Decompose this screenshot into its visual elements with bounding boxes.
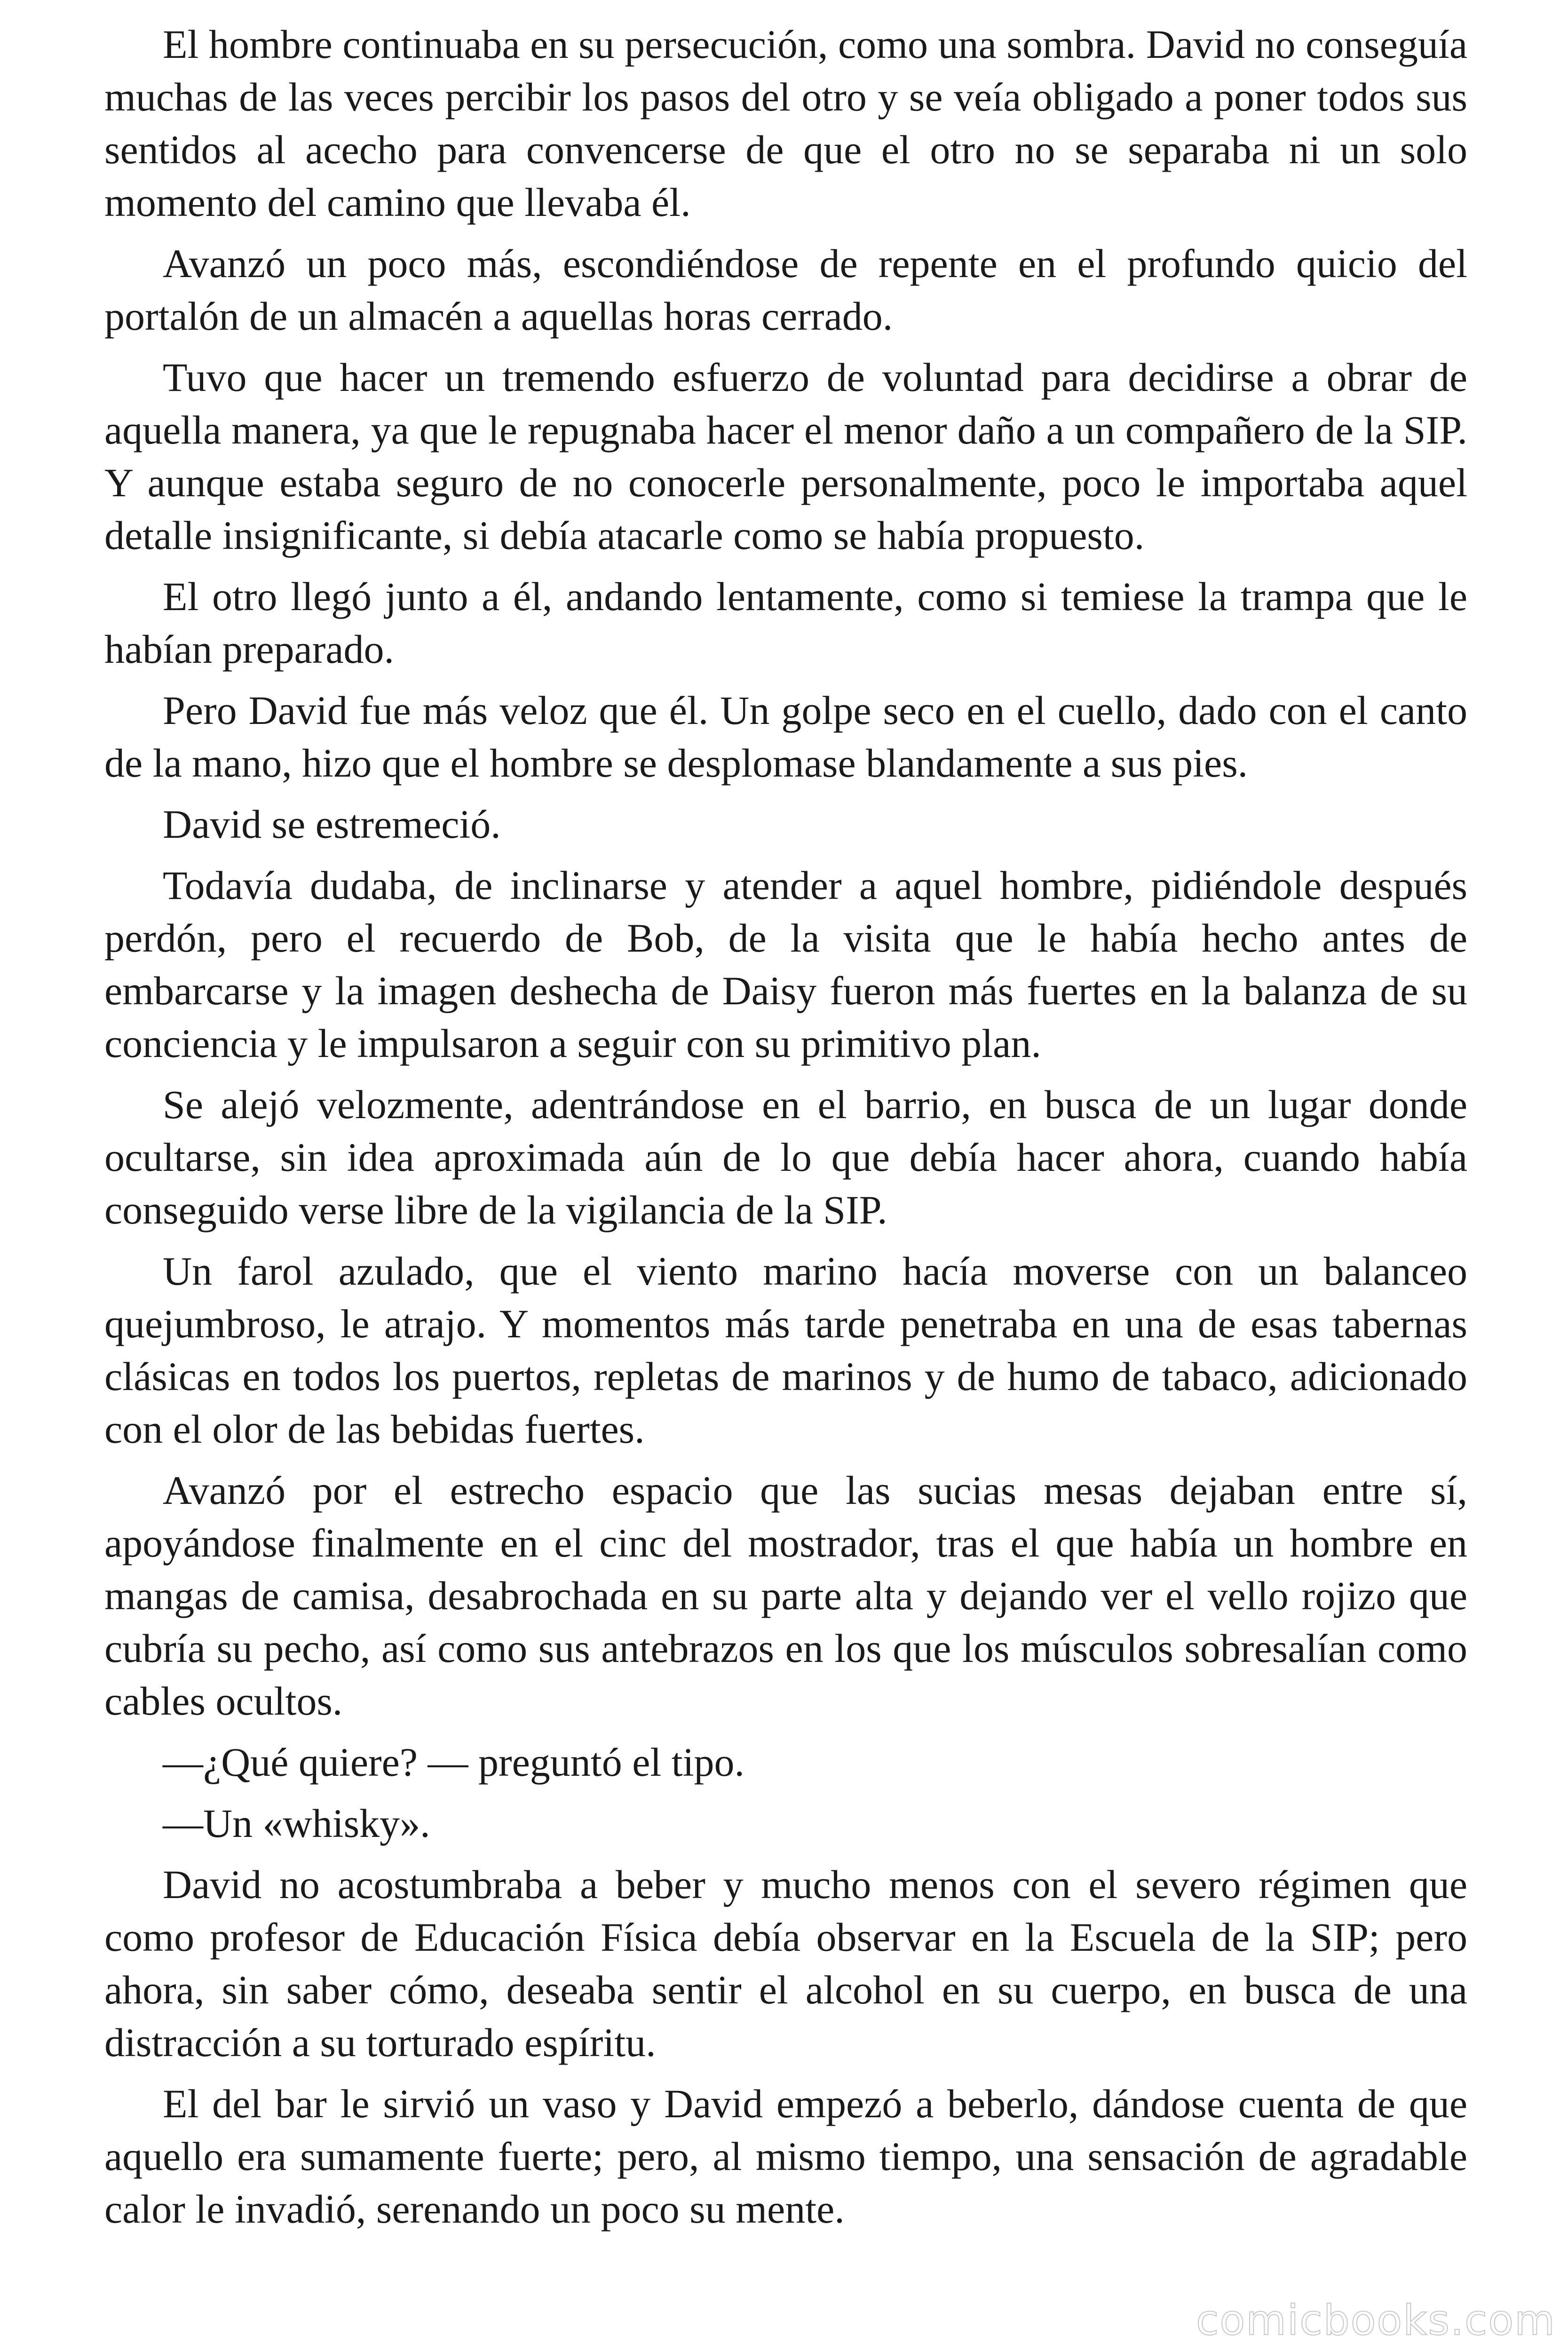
dialogue-line: —¿Qué quiere? — preguntó el tipo. bbox=[163, 1740, 745, 1785]
paragraph: El hombre continuaba en su persecución, como una sombra. David no conseguía muchas de las veces percibir los pasos del otro y se veía obligado a poner todos sus sentidos al acecho para convencerse de que el otro no se separaba ni un solo momento del camino que llevaba él. bbox=[104, 22, 1467, 225]
paragraph: Todavía dudaba, de inclinarse y atender a aquel hombre, pidiéndole después perdón, pero el recuerdo de Bob, de la visita que le había hecho antes de embarcarse y la imagen deshecha de Daisy fueron más fuertes en la balanza de su conciencia y le impulsaron a seguir con su primitivo plan. bbox=[104, 863, 1467, 1066]
paragraph: David no acostumbraba a beber y mucho menos con el severo régimen que como profesor de Educación Física debía observar en la Escuela de la SIP; pero ahora, sin saber cómo, deseaba sentir el alcohol en su cuerpo, en busca de una distracción a su torturado espíritu. bbox=[104, 1862, 1467, 2065]
paragraph: Avanzó por el estrecho espacio que las sucias mesas dejaban entre sí, apoyándose finalmente en el cinc del mostrador, tras el que había un hombre en mangas de camisa, desabrochada en su parte alta y dejando ver el vello rojizo que cubría su pecho, así como sus antebrazos en los que los músculos sobresalían como cables ocultos. bbox=[104, 1468, 1467, 1724]
dialogue-line: —Un «whisky». bbox=[163, 1801, 430, 1846]
paragraph: Tuvo que hacer un tremendo esfuerzo de voluntad para decidirse a obrar de aquella manera, ya que le repugnaba hacer el menor daño a un compañero de la SIP. Y aunque estaba seguro de no conocerle personalmente, poco le importaba aquel detalle insignificante, si debía atacarle como se había propuesto. bbox=[104, 355, 1467, 558]
watermark: comicbooks.com bbox=[1196, 2296, 1556, 2344]
paragraph: El otro llegó junto a él, andando lentamente, como si temiese la trampa que le habían preparado. bbox=[104, 574, 1467, 672]
paragraph: Se alejó velozmente, adentrándose en el barrio, en busca de un lugar donde ocultarse, sin idea aproximada aún de lo que debía hacer ahora, cuando había conseguido verse libre de la vigilancia de la SIP. bbox=[104, 1082, 1467, 1232]
paragraph: Un farol azulado, que el viento marino hacía moverse con un balanceo quejumbroso, le atrajo. Y momentos más tarde penetraba en una de esas tabernas clásicas en todos los puertos, repletas de marinos y de humo de tabaco, adicionado con el olor de las bebidas fuertes. bbox=[104, 1248, 1467, 1452]
page-body bbox=[104, 18, 1467, 2244]
paragraph: Avanzó un poco más, escondiéndose de repente en el profundo quicio del portalón de un almacén a aquellas horas cerrado. bbox=[104, 241, 1467, 339]
paragraph: El del bar le sirvió un vaso y David empezó a beberlo, dándose cuenta de que aquello era sumamente fuerte; pero, al mismo tiempo, una sensación de agradable calor le invadió, serenando un poco su mente. bbox=[104, 2081, 1467, 2232]
paragraph: David se estremeció. bbox=[163, 802, 501, 847]
paragraph: Pero David fue más veloz que él. Un golpe seco en el cuello, dado con el canto de la mano, hizo que el hombre se desplomase blandamente a sus pies. bbox=[104, 688, 1467, 786]
